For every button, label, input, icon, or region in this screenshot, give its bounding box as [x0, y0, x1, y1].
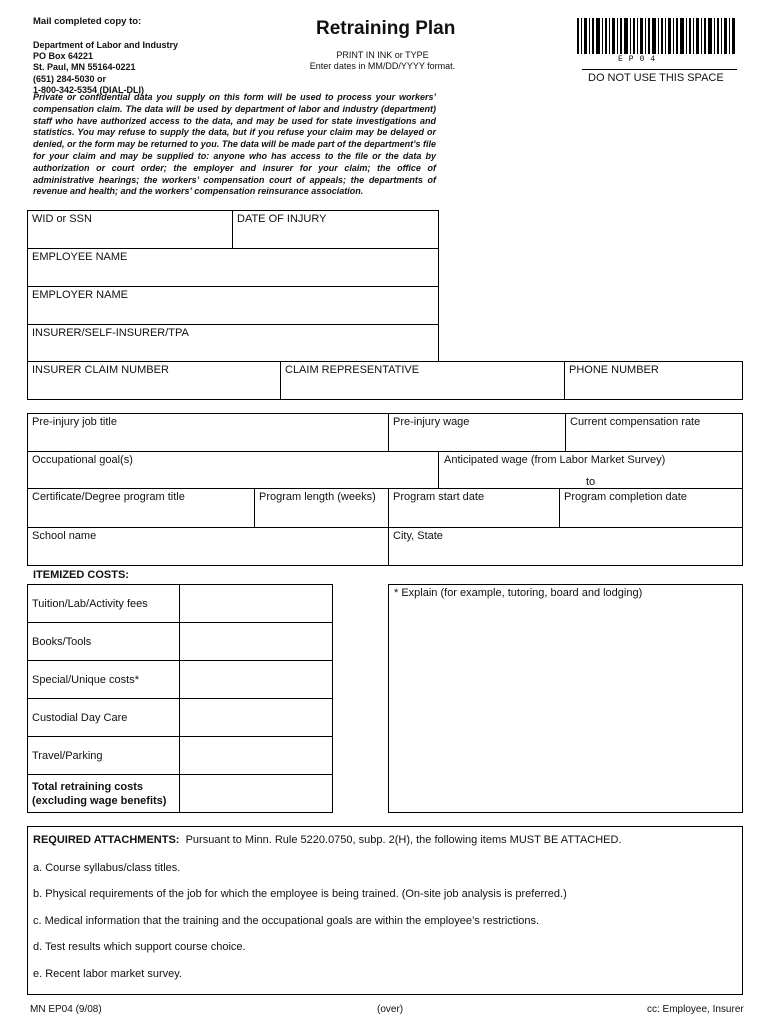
reserved-space-label: DO NOT USE THIS SPACE	[588, 72, 724, 84]
date-format-instruction: Enter dates in MM/DD/YYYY format.	[309, 61, 456, 71]
pre-injury-wage-field[interactable]	[388, 413, 566, 452]
pre-injury-job-title-field[interactable]	[27, 413, 389, 452]
explain-costs-label: * Explain (for example, tutoring, board and lodging)	[394, 587, 643, 599]
program-length-field[interactable]	[254, 488, 389, 528]
anticipated-wage-label: Anticipated wage (from Labor Market Survey)	[444, 454, 666, 466]
attachment-item: a. Course syllabus/class titles.	[33, 862, 181, 874]
tuition-amount-field[interactable]	[179, 584, 333, 623]
program-completion-date-label: Program completion date	[564, 491, 687, 503]
employee-name-label: EMPLOYEE NAME	[32, 251, 128, 263]
claim-representative-label: CLAIM REPRESENTATIVE	[285, 364, 420, 376]
books-label: Books/Tools	[32, 636, 92, 648]
address-line: Department of Labor and Industry	[33, 40, 179, 50]
attachments-heading-line	[33, 834, 622, 846]
itemized-costs-heading: ITEMIZED COSTS:	[33, 569, 129, 581]
cost-label-cell	[27, 698, 180, 737]
city-state-label: City, State	[393, 530, 443, 542]
pre-injury-wage-label: Pre-injury wage	[393, 416, 470, 428]
program-length-label: Program length (weeks)	[259, 491, 376, 503]
tuition-label: Tuition/Lab/Activity fees	[32, 598, 148, 610]
school-name-label: School name	[32, 530, 97, 542]
special-costs-amount-field[interactable]	[179, 660, 333, 699]
attachments-heading: REQUIRED ATTACHMENTS:	[33, 834, 180, 846]
occupational-goals-label: Occupational goal(s)	[32, 454, 133, 466]
address-line: 1-800-342-5354 (DIAL-DLI)	[33, 84, 145, 95]
form-title: Retraining Plan	[316, 18, 456, 39]
cc-note: cc: Employee, Insurer	[647, 1004, 744, 1015]
attachment-item: d. Test results which support course choice.	[33, 941, 246, 953]
total-costs-label	[32, 780, 166, 808]
cost-label-cell	[27, 774, 180, 813]
address-line: St. Paul, MN 55164-0221	[33, 62, 136, 73]
travel-label: Travel/Parking	[32, 750, 103, 762]
barcode	[577, 18, 736, 54]
wid-ssn-field[interactable]	[27, 210, 233, 249]
anticipated-wage-field[interactable]	[438, 451, 743, 489]
special-costs-label: Special/Unique costs*	[32, 674, 140, 686]
occupational-goals-field[interactable]	[27, 451, 439, 489]
barcode-code: EP04	[618, 55, 662, 64]
current-compensation-rate-field[interactable]	[565, 413, 743, 452]
books-amount-field[interactable]	[179, 622, 333, 661]
employee-name-field[interactable]	[27, 248, 439, 287]
phone-number-field[interactable]	[564, 361, 743, 400]
certificate-program-title-label: Certificate/Degree program title	[32, 491, 185, 503]
print-instruction: PRINT IN INK or TYPE	[336, 50, 429, 60]
program-start-date-label: Program start date	[393, 491, 485, 503]
city-state-field[interactable]	[388, 527, 743, 566]
employer-name-label: EMPLOYER NAME	[32, 289, 128, 301]
over-note: (over)	[377, 1004, 404, 1015]
cost-label-cell	[27, 736, 180, 775]
reserved-divider	[582, 69, 737, 70]
wid-ssn-label: WID or SSN	[32, 213, 92, 225]
total-costs-amount-field[interactable]	[179, 774, 333, 813]
address-line: (651) 284-5030 or	[33, 73, 107, 84]
insurer-field[interactable]	[27, 324, 439, 362]
school-name-field[interactable]	[27, 527, 389, 566]
attachment-item: b. Physical requirements of the job for which the employee is being trained. (On-site job analysis is preferred.)	[33, 888, 567, 900]
insurer-label: INSURER/SELF-INSURER/TPA	[32, 327, 189, 339]
date-of-injury-field[interactable]	[232, 210, 439, 249]
attachment-item: c. Medical information that the training and the occupational goals are within the employee’s restrictions.	[33, 915, 540, 927]
insurer-claim-number-label: INSURER CLAIM NUMBER	[32, 364, 169, 376]
program-completion-date-field[interactable]	[559, 488, 743, 528]
cost-label-cell	[27, 584, 180, 623]
employer-name-field[interactable]	[27, 286, 439, 325]
print-instructions	[300, 50, 465, 72]
date-of-injury-label: DATE OF INJURY	[237, 213, 327, 225]
phone-number-label: PHONE NUMBER	[569, 364, 659, 376]
attachment-item: e. Recent labor market survey.	[33, 968, 182, 980]
mailing-address	[33, 40, 178, 96]
day-care-label: Custodial Day Care	[32, 712, 128, 724]
program-start-date-field[interactable]	[388, 488, 560, 528]
current-compensation-rate-label: Current compensation rate	[570, 416, 701, 428]
address-line: PO Box 64221	[33, 51, 94, 62]
total-costs-note: (excluding wage benefits)	[32, 795, 167, 807]
certificate-program-title-field[interactable]	[27, 488, 255, 528]
claim-representative-field[interactable]	[280, 361, 565, 400]
attachments-intro: Pursuant to Minn. Rule 5220.0750, subp. 2(H), the following items MUST BE ATTACHED.	[185, 834, 622, 846]
privacy-notice: Private or confidential data you supply on this form will be used to process your workers’ compensation claim. The data will be used by department of labor and industry (department) staff who have authorized access to the data, and may be used for state investigations and statistics. You may refuse to supply the data, but if you refuse your claim may be delayed or denied, or the form may be returned to you. The data will be made part of the department’s file for your claim and may be supplied to: anyone who has access to the file or the data by authorization or court order; the employer and insurer for your claim; the office of administrative hearings; the workers’ compensation court of appeals; the departments of revenue and health; and the workers’ compensation reinsurance association.	[33, 92, 436, 197]
travel-amount-field[interactable]	[179, 736, 333, 775]
form-id: MN EP04 (9/08)	[30, 1004, 102, 1015]
total-costs-line: Total retraining costs	[32, 781, 144, 793]
pre-injury-job-title-label: Pre-injury job title	[32, 416, 117, 428]
day-care-amount-field[interactable]	[179, 698, 333, 737]
insurer-claim-number-field[interactable]	[27, 361, 281, 400]
explain-costs-field[interactable]	[388, 584, 743, 813]
cost-label-cell	[27, 622, 180, 661]
anticipated-wage-to-label: to	[586, 476, 596, 488]
cost-label-cell	[27, 660, 180, 699]
mail-to-label: Mail completed copy to:	[33, 16, 142, 27]
